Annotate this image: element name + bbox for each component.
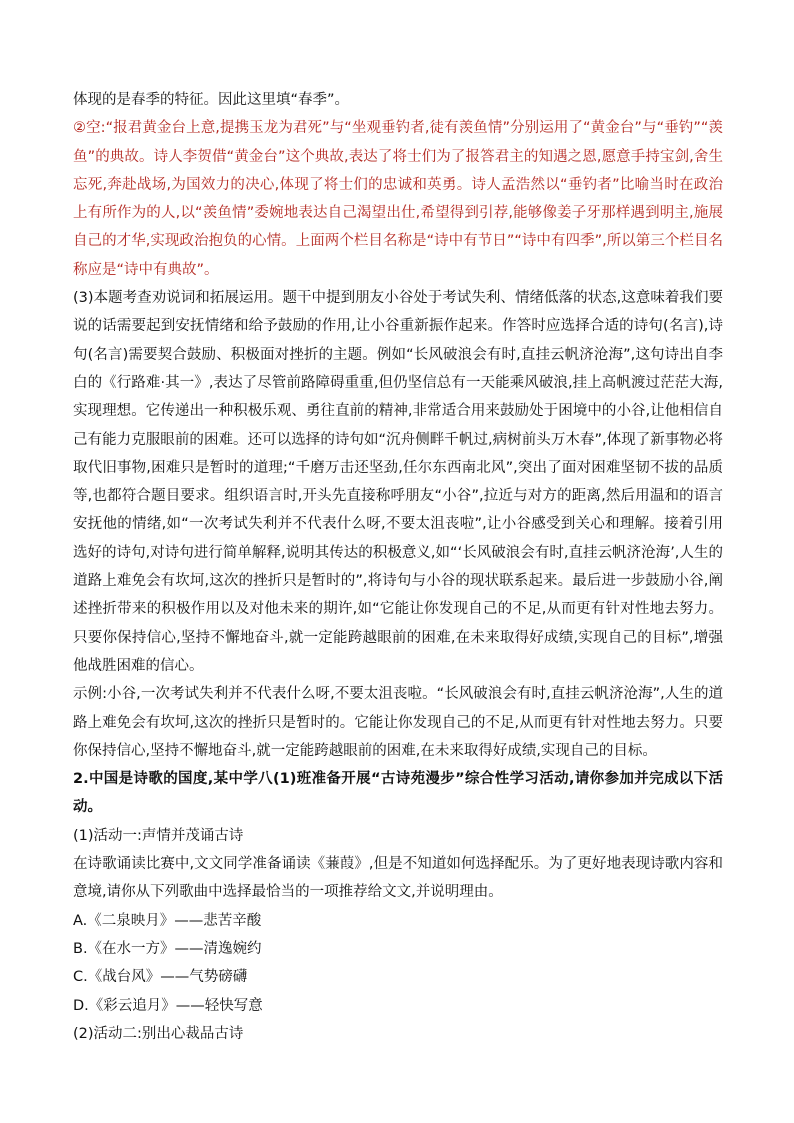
question-2-stem: 2.中国是诗歌的国度,某中学八(1)班准备开展“古诗苑漫步”综合性学习活动,请你参加并完成以下活动。 xyxy=(73,771,723,816)
option-a: A.《二泉映月》——悲苦辛酸 xyxy=(73,912,262,929)
page-content xyxy=(73,86,723,1048)
paragraph-persuasion-analysis: (3)本题考查劝说词和拓展运用。题干中提到朋友小谷处于考试失利、情绪低落的状态,这意味着我们要说的话需要起到安抚情绪和给予鼓励的作用,让小谷重新振作起来。作答时应选择合适的诗句(名言),诗句(名言)需要契合鼓励、积极面对挫折的主题。例如“长风破浪会有时,直挂云帆济沧海”,这句诗出自李白的《行路难·其一》,表达了尽管前路障碍重重,但仍坚信总有一天能乘风破浪,挂上高帆渡过茫茫大海,实现理想。它传递出一种积极乐观、勇往直前的精神,非常适合用来鼓励处于困境中的小谷,让他相信自己有能力克服眼前的困难。还可以选择的诗句如“沉舟侧畔千帆过,病树前头万木春”,体现了新事物必将取代旧事物,困难只是暂时的道理;“千磨万击还坚劲,任尔东西南北风”,突出了面对困难坚韧不拔的品质等,也都符合题目要求。组织语言时,开头先直接称呼朋友“小谷”,拉近与对方的距离,然后用温和的语言安抚他的情绪,如“一次考试失利并不代表什么呀,不要太沮丧啦”,让小谷感受到关心和理解。接着引用选好的诗句,对诗句进行简单解释,说明其传达的积极意义,如“‘长风破浪会有时,直挂云帆济沧海’,人生的道路上难免会有坎坷,这次的挫折只是暂时的”,将诗句与小谷的现状联系起来。最后进一步鼓励小谷,阐述挫折带来的积极作用以及对他未来的期许,如“它能让你发现自己的不足,从而更有针对性地去努力。只要你保持信心,坚持不懈地奋斗,就一定能跨越眼前的困难,在未来取得好成绩,实现自己的目标”,增强他战胜困难的信心。 xyxy=(73,290,723,674)
option-b: B.《在水一方》——清逸婉约 xyxy=(73,940,262,957)
activity-1-prompt: 在诗歌诵读比赛中,文文同学准备诵读《蒹葭》,但是不知道如何选择配乐。为了更好地表现诗歌内容和意境,请你从下列歌曲中选择最恰当的一项推荐给文文,并说明理由。 xyxy=(73,856,723,901)
activity-1-heading: (1)活动一:声情并茂诵古诗 xyxy=(73,827,244,844)
paragraph-allusion-analysis: ②空:“报君黄金台上意,提携玉龙为君死”与“坐观垂钓者,徒有羡鱼情”分别运用了“黄金台”与“垂钓”“羡鱼”的典故。诗人李贺借“黄金台”这个典故,表达了将士们为了报答君主的知遇之恩,愿意手持宝剑,舍生忘死,奔赴战场,为国效力的决心,体现了将士们的忠诚和英勇。诗人孟浩然以“垂钓者”比喻当时在政治上有所作为的人,以“羡鱼情”委婉地表达自己渴望出仕,希望得到引荐,能够像姜子牙那样遇到明主,施展自己的才华,实现政治抱负的心情。上面两个栏目名称是“诗中有节日”“诗中有四季”,所以第三个栏目名称应是“诗中有典故”。 xyxy=(73,120,723,278)
activity-2-heading: (2)活动二:别出心裁品古诗 xyxy=(73,1025,244,1042)
option-d: D.《彩云追月》——轻快写意 xyxy=(73,997,263,1014)
paragraph-conclusion: 体现的是春季的特征。因此这里填“春季”。 xyxy=(73,92,350,108)
option-c: C.《战台风》——气势磅礴 xyxy=(73,969,248,986)
paragraph-example-answer: 示例:小谷,一次考试失利并不代表什么呀,不要太沮丧啦。“长风破浪会有时,直挂云帆济沧海”,人生的道路上难免会有坎坷,这次的挫折只是暂时的。它能让你发现自己的不足,从而更有针对性地去努力。只要你保持信心,坚持不懈地奋斗,就一定能跨越眼前的困难,在未来取得好成绩,实现自己的目标。 xyxy=(73,686,723,759)
